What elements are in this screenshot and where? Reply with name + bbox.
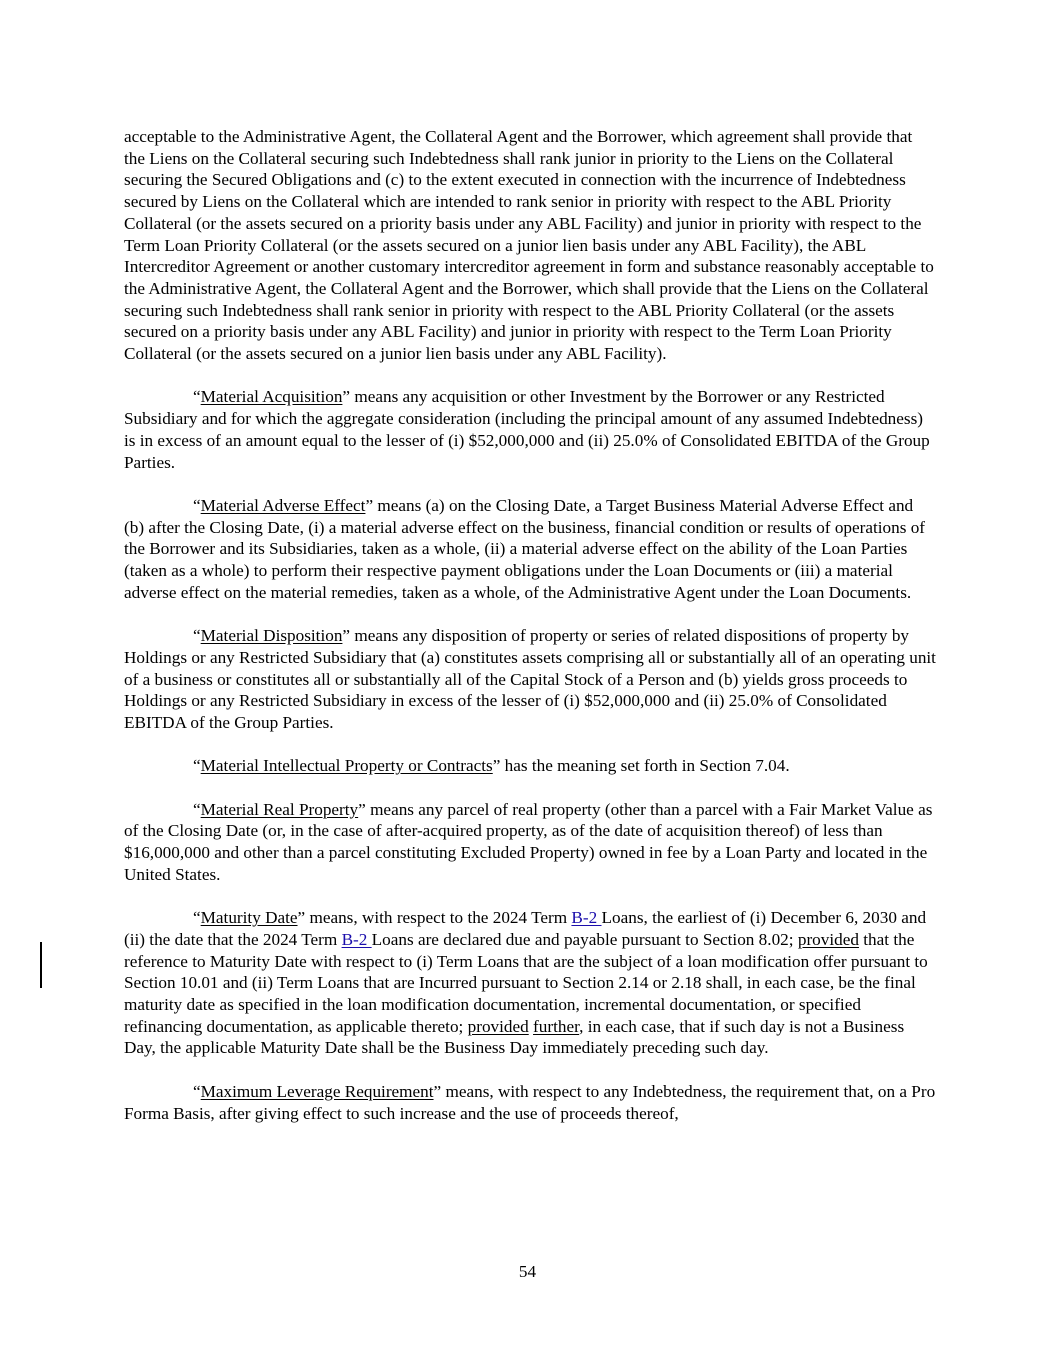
definition-text: ” means (a) on the Closing Date, a Target Business Material Adverse Effect and (b) after the Closing Date, (i) a material adverse effect on the business, financial condition or results of operations of the Borrower and its Subsidiaries, taken as a whole, (ii) a material adverse effect on the ability of the Loan Parties (taken as a whole) to perform their respective payment obligations under the Loan Documents or (iii) a material adverse effect on the material remedies, taken as a whole, of the Administrative Agent under the Loan Documents. (124, 495, 926, 602)
opening-paragraph: acceptable to the Administrative Agent, the Collateral Agent and the Borrower, which agreement shall provide that the Liens on the Collateral securing such Indebtedness shall rank junior in priority to the Liens on the Collateral securing the Secured Obligations and (c) to the extent executed in connection with the incurrence of Indebtedness secured by Liens on the Collateral which are intended to rank senior in priority with respect to the ABL Priority Collateral (or the assets secured on a priority basis under any ABL Facility) and junior in priority with respect to the Term Loan Priority Collateral (or the assets secured on a junior lien basis under any ABL Facility), the ABL Intercreditor Agreement or another customary intercreditor agreement in form and substance reasonably acceptable to the Administrative Agent, the Collateral Agent and the Borrower, which shall provide that the Liens on the Collateral securing such Indebtedness shall rank senior in priority with respect to the ABL Priority Collateral (or the assets secured on a priority basis under any ABL Facility) and junior in priority with respect to the Term Loan Priority Collateral (or the assets secured on a junior lien basis under any ABL Facility). (124, 127, 934, 364)
definition-material-real-property (124, 799, 936, 886)
open-quote: “ (193, 495, 201, 515)
definition-material-ip (124, 755, 936, 777)
link-b2[interactable]: B-2 (571, 908, 602, 928)
definition-material-acquisition (124, 386, 936, 473)
open-quote: “ (193, 626, 201, 646)
provided-term: provided (797, 929, 859, 949)
provided-term: provided (467, 1016, 529, 1036)
definition-text: ” means any acquisition or other Investment by the Borrower or any Restricted Subsidiary and for which the aggregate consideration (including the principal amount of any assumed Indebtedness) is in excess of an amount equal to the lesser of (i) $52,000,000 and (ii) 25.0% of Consolidated EBITDA of the Group Parties. (124, 387, 930, 472)
definition-text: ” means, with respect to the 2024 Term (297, 908, 572, 928)
definition-material-adverse-effect (124, 495, 936, 604)
open-quote: “ (193, 908, 201, 928)
defined-term: Maximum Leverage Requirement (200, 1081, 434, 1101)
link-b2[interactable]: B-2 (341, 929, 372, 949)
definition-maximum-leverage (124, 1081, 936, 1124)
open-quote: “ (193, 756, 201, 776)
definition-text: Loans, the earliest of (i) December 6, 2030 and (ii) the date that the 2024 Term (124, 908, 927, 949)
definition-text: ” means any parcel of real property (other than a parcel with a Fair Market Value as of the Closing Date (or, in the case of after-acquired property, as of the date of acquisition thereof) of less than $16,000,000 and other than a parcel constituting Excluded Property) owned in fee by a Loan Party and located in the United States. (124, 799, 933, 884)
definition-text: ” has the meaning set forth in Section 7.04. (492, 756, 790, 776)
further-term: further (533, 1016, 580, 1036)
definition-text: ” means any disposition of property or series of related dispositions of property by Holdings or any Restricted Subsidiary that (a) constitutes assets comprising all or substantially all of an operating unit of a business or constitutes all or substantially all of the Capital Stock of a Person and (b) yields gross proceeds to Holdings or any Restricted Subsidiary in excess of the lesser of (i) $52,000,000 and (ii) 25.0% of Consolidated EBITDA of the Group Parties. (124, 626, 936, 732)
definition-text: ” means, with respect to any Indebtedness, the requirement that, on a Pro Forma Basis, after giving effect to such increase and the use of proceeds thereof, (124, 1081, 936, 1123)
definition-text: that the reference to Maturity Date with respect to (i) Term Loans that are the subject of a loan modification offer pursuant to Section 10.01 and (ii) Term Loans that are Incurred pursuant to Section 2.14 or 2.18 shall, in each case, be the final maturity date as specified in the loan modification documentation, incremental documentation, or specified refinancing documentation, as applicable thereto; (124, 929, 928, 1036)
open-quote: “ (193, 1081, 201, 1101)
defined-term: Maturity Date (200, 908, 298, 928)
page-number: 54 (518, 1262, 537, 1281)
open-quote: “ (193, 387, 201, 407)
revision-change-bar (40, 942, 42, 988)
document-body (124, 126, 936, 1146)
defined-term: Material Acquisition (200, 387, 343, 407)
defined-term: Material Real Property (200, 799, 359, 819)
definition-material-disposition (124, 625, 936, 734)
open-quote: “ (193, 799, 201, 819)
definition-maturity-date (124, 907, 936, 1059)
defined-term: Material Intellectual Property or Contracts (200, 756, 493, 776)
defined-term: Material Disposition (200, 626, 343, 646)
definition-text: , in each case, that if such day is not a Business Day, the applicable Maturity Date shall be the Business Day immediately preceding such day. (124, 1016, 905, 1058)
definition-text: Loans are declared due and payable pursuant to Section 8.02; (371, 929, 798, 949)
defined-term: Material Adverse Effect (200, 495, 366, 515)
